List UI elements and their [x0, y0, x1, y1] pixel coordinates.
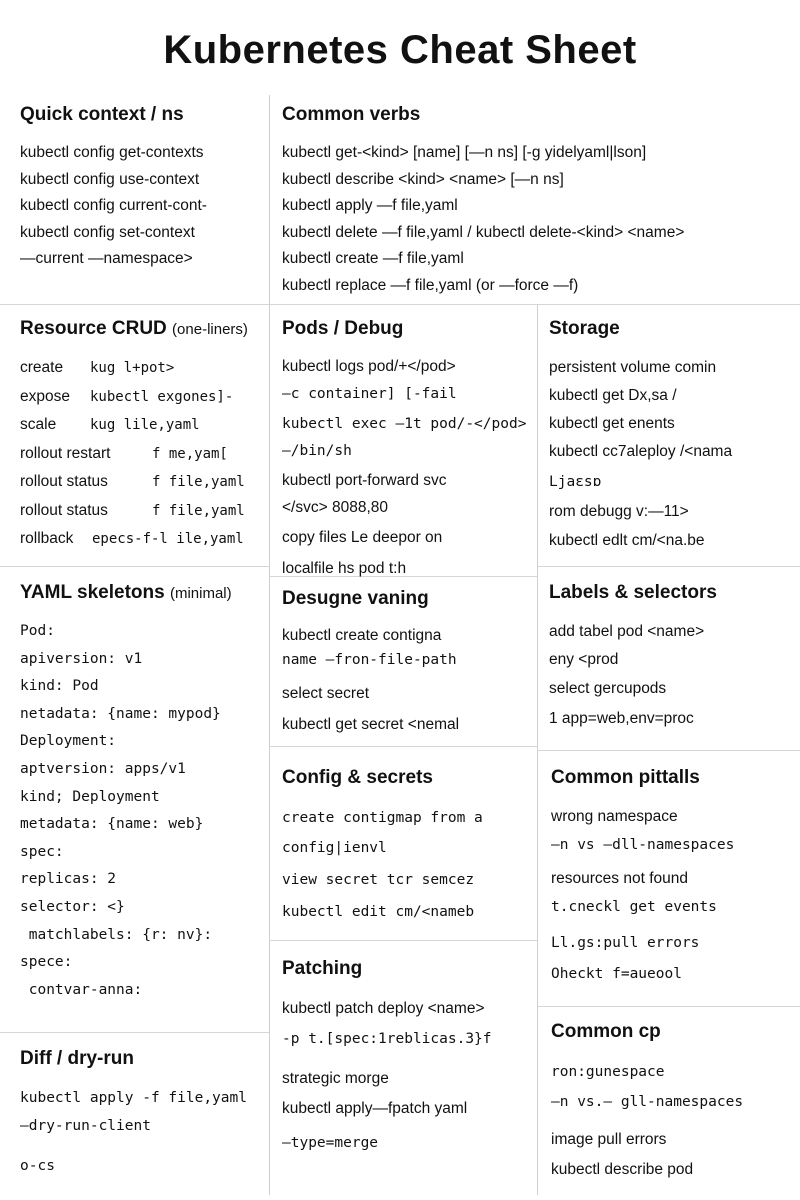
- heading-main: Resource CRUD: [20, 318, 167, 339]
- command-line: kubectl cc7aleploy /<nama: [549, 443, 733, 460]
- command-line: eny <prod: [549, 651, 619, 668]
- command-line: name —fron-file-path: [282, 652, 457, 668]
- heading-sub: (one-liners): [172, 321, 248, 338]
- command-line: —current —namespace>: [20, 250, 193, 267]
- section-heading: Labels & selectors: [549, 582, 717, 603]
- crud-row: [20, 383, 265, 412]
- yaml-line: apiversion: v1: [20, 650, 143, 667]
- command-line: kubectl apply —f file,yaml: [282, 197, 458, 214]
- command-line: kubectl apply -f file,yaml: [20, 1090, 247, 1106]
- section-heading: Common verbs: [282, 104, 421, 125]
- crud-command: rollout restart: [20, 444, 111, 462]
- section-yaml-skeletons: [20, 582, 265, 1004]
- command-line: —n vs —dll-namespaces: [551, 837, 735, 853]
- command-line: strategic morge: [282, 1070, 389, 1087]
- crud-row: [20, 440, 265, 469]
- command-line: 1 app=web,env=proc: [549, 710, 694, 727]
- page-title: Kubernetes Cheat Sheet: [163, 28, 637, 72]
- command-line: -p t.[spec:1reblicas.3}f: [282, 1031, 492, 1047]
- command-line: ron:gunespace: [551, 1064, 665, 1080]
- divider-right-3: [538, 1006, 800, 1007]
- section-resource-crud: [20, 318, 265, 554]
- crud-row: [20, 468, 265, 497]
- section-heading: Common pittalls: [551, 767, 700, 788]
- command-line: kubectl edlt cm/<na.be: [549, 532, 705, 549]
- command-line: kubectl config set-context: [20, 223, 195, 241]
- section-common-verbs: [282, 104, 797, 299]
- command-line: kubectl describe pod: [551, 1161, 694, 1178]
- command-line: t.cneckl get events: [551, 899, 717, 915]
- command-line: kubectl patch deploy <name>: [282, 1000, 485, 1017]
- divider-mid-2: [270, 746, 537, 747]
- command-line: image pull errors: [551, 1131, 667, 1148]
- crud-row: [20, 525, 265, 554]
- yaml-line: aptversion: apps/v1: [20, 760, 186, 777]
- divider-left-yaml: [0, 566, 269, 567]
- command-line: —n vs.— gll-namespaces: [551, 1094, 744, 1110]
- heading-main: YAML skeletons: [20, 582, 165, 603]
- yaml-line: Deployment:: [20, 733, 117, 750]
- command-line: copy files Le deepor on: [282, 529, 443, 546]
- crud-argument: f file,yaml: [152, 474, 245, 490]
- command-line: Ljaεsɒ: [549, 474, 602, 490]
- crud-command: rollback: [20, 530, 74, 547]
- section-storage: [549, 318, 797, 556]
- crud-command: rollout status: [20, 473, 108, 490]
- section-heading: Patching: [282, 958, 363, 979]
- yaml-line: selector: <}: [20, 898, 125, 915]
- crud-row: [20, 497, 265, 526]
- section-heading: [20, 318, 265, 340]
- crud-row: [20, 354, 265, 383]
- crud-command: scale: [20, 416, 57, 433]
- crud-row: [20, 411, 265, 440]
- command-line: kubectl edit cm/<nameb: [282, 904, 475, 920]
- divider-row-1: [0, 304, 800, 305]
- command-line: kubectl get-<kind> [name] [—n ns] [-g yidelyaml|lson]: [282, 144, 647, 161]
- section-heading: [20, 582, 265, 604]
- yaml-line: contvar-anna:: [20, 981, 143, 998]
- section-patching: [282, 958, 534, 1158]
- section-heading: Diff / dry-run: [20, 1048, 134, 1069]
- command-line: kubectl config get-contexts: [20, 144, 204, 161]
- command-line: —type=merge: [282, 1135, 379, 1151]
- command-line: rom debugg v:—11>: [549, 503, 689, 520]
- command-line: wrong namespace: [551, 808, 678, 825]
- section-heading: Storage: [549, 318, 620, 339]
- command-line: kubectl create —f file,yaml: [282, 250, 464, 267]
- yaml-line: Pod:: [20, 623, 55, 639]
- divider-vertical-1: [269, 95, 270, 1195]
- crud-argument: kug l+pot>: [90, 360, 175, 376]
- command-line: config|ienvl: [282, 840, 387, 856]
- crud-argument: kubectl exgones]-: [90, 388, 234, 405]
- crud-command: create: [20, 359, 64, 376]
- section-common-pitfalls: [551, 767, 797, 989]
- yaml-line: metadata: {name: web}: [20, 816, 204, 833]
- command-line: kubectl logs pod/+</pod>: [282, 358, 456, 375]
- command-line: kubectl config current-cont-: [20, 197, 207, 214]
- command-line: </svc> 8088,80: [282, 498, 388, 516]
- command-line: kubectl delete —f file,yaml / kubectl delete-<kind> <name>: [282, 223, 685, 241]
- section-desugne-vaning: [282, 588, 534, 738]
- command-line: kubectl get enents: [549, 415, 675, 432]
- command-line: add tabel pod <name>: [549, 623, 705, 640]
- yaml-line: netadata: {name: mypod}: [20, 705, 221, 722]
- command-line: localfile hs pod t:h: [282, 559, 407, 577]
- command-line: select gercupods: [549, 680, 667, 697]
- crud-argument: kug lile,yaml: [90, 417, 200, 433]
- command-line: persistent volume comin: [549, 359, 717, 376]
- divider-left-diff: [0, 1032, 269, 1033]
- yaml-line: spec:: [20, 843, 64, 860]
- heading-sub: (minimal): [169, 585, 232, 602]
- section-heading: Pods / Debug: [282, 318, 404, 339]
- command-line: kubectl get secret <nemal: [282, 715, 460, 733]
- yaml-line: kind; Deployment: [20, 788, 160, 805]
- command-line: resources not found: [551, 870, 689, 887]
- section-heading: Desugne vaning: [282, 588, 429, 609]
- command-line: kubectl apply—fpatch yaml: [282, 1100, 468, 1117]
- crud-argument: epecs-f-l ile,yaml: [92, 531, 244, 547]
- command-line: —c container] [-fail: [282, 385, 457, 402]
- command-line: —/bin/sh: [282, 442, 352, 459]
- section-labels-selectors: [549, 582, 797, 734]
- yaml-line: spece:: [20, 954, 73, 971]
- command-line: create contigmap from a: [282, 810, 483, 826]
- divider-mid-3: [270, 940, 537, 941]
- command-line: —dry-run-client: [20, 1118, 151, 1134]
- command-line: kubectl create contigna: [282, 627, 442, 644]
- section-common-cp: [551, 1021, 797, 1185]
- command-line: Oheckt f=aueool: [551, 966, 682, 982]
- crud-argument: f me,yam[: [152, 445, 228, 462]
- divider-right-1: [538, 566, 800, 567]
- command-line: kubectl get Dx,sa /: [549, 387, 677, 404]
- section-heading: Config & secrets: [282, 767, 433, 788]
- command-line: kubectl config use-context: [20, 170, 200, 188]
- section-quick-context: [20, 104, 265, 273]
- section-pods-debug: [282, 318, 534, 582]
- divider-right-2: [538, 750, 800, 751]
- command-line: kubectl exec —1t pod/-</pod>: [282, 416, 527, 432]
- section-config-secrets: [282, 767, 534, 927]
- yaml-line: matchlabels: {r: nv}:: [20, 926, 213, 943]
- section-heading: Quick context / ns: [20, 104, 184, 125]
- yaml-line: kind: Pod: [20, 678, 99, 695]
- section-heading: Common cp: [551, 1021, 661, 1042]
- command-line: kubectl replace —f file,yaml (or —force —f): [282, 276, 579, 294]
- crud-command: rollout status: [20, 501, 108, 519]
- command-line: o-cs: [20, 1158, 55, 1174]
- command-line: view secret tcr semcez: [282, 872, 475, 888]
- section-diff-dryrun: [20, 1048, 265, 1180]
- command-line: select secret: [282, 685, 370, 702]
- command-line: kubectl describe <kind> <name> [—n ns]: [282, 170, 564, 188]
- command-line: kubectl port-forward svc: [282, 472, 447, 489]
- crud-argument: f file,yaml: [152, 502, 245, 519]
- crud-command: expose: [20, 387, 70, 405]
- command-line: Ll.gs:pull errors: [551, 935, 700, 951]
- yaml-line: replicas: 2: [20, 871, 117, 888]
